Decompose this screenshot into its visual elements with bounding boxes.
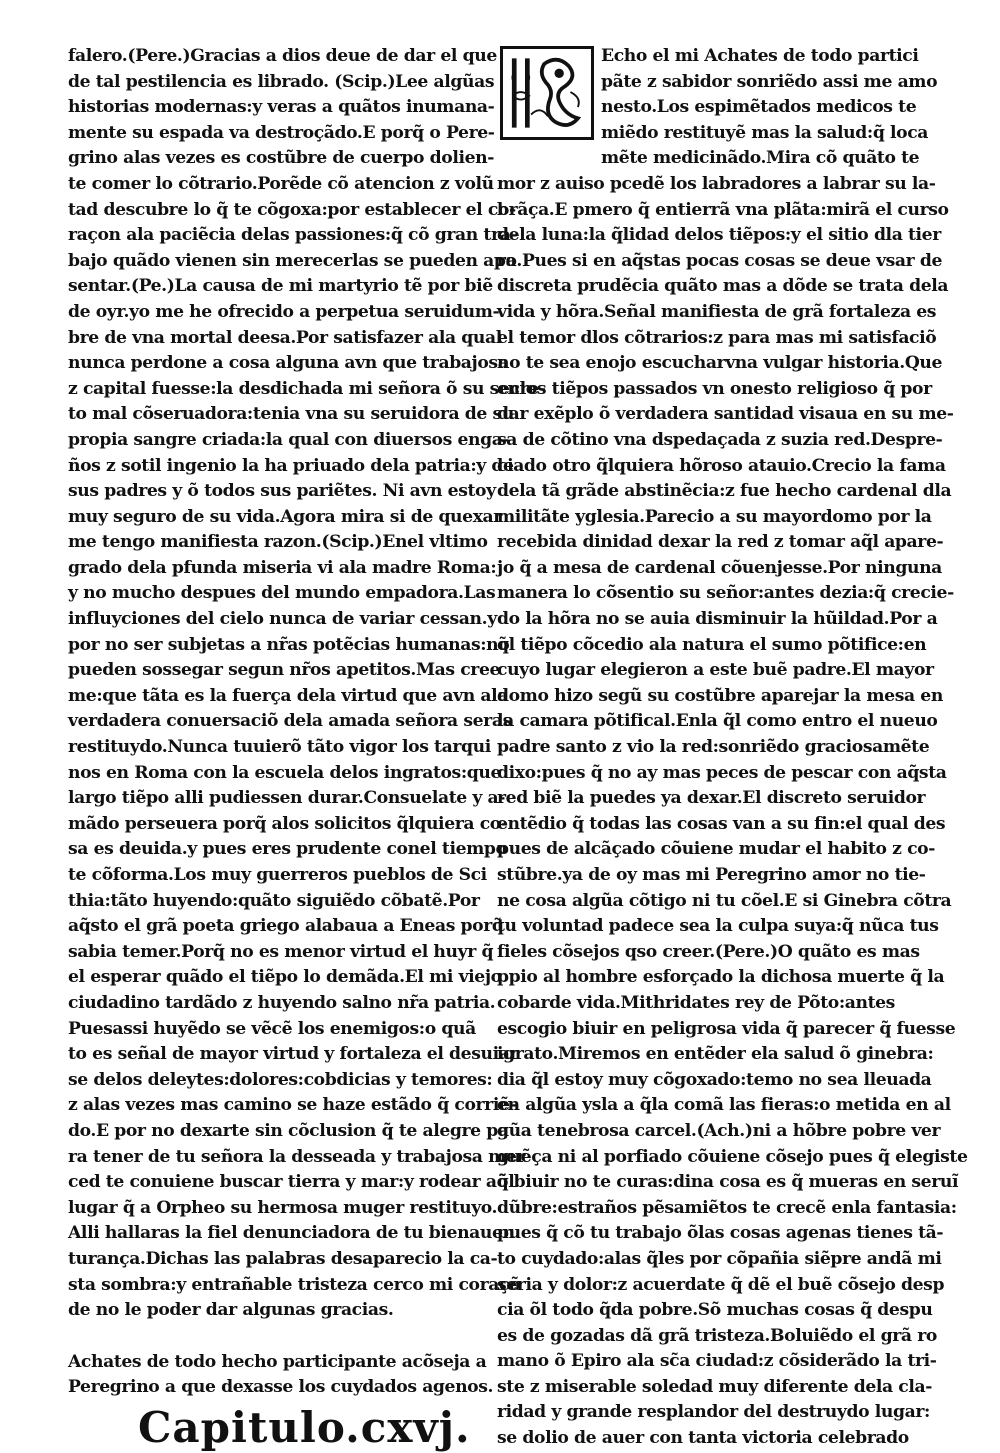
- text-line: sentar.(Pe.)La causa de mi martyrio tẽ por biẽ: [68, 276, 493, 297]
- text-line: sus padres y õ todos sus pariẽtes. Ni avn estoy: [68, 481, 496, 502]
- text-line: dia q̃l estoy muy cõgoxado:temo no sea lleuada: [497, 1069, 932, 1090]
- paragraph-gap: [68, 1324, 486, 1350]
- text-line: ste z miserable soledad muy diferente dela cla-: [497, 1376, 932, 1397]
- text-line: jo q̃ a mesa de cardenal cõuenjesse.Por ninguna: [497, 557, 942, 578]
- text-line: bajo quãdo vienen sin merecerlas se pueden apo: [68, 250, 517, 271]
- text-line-beside-initial: nesto.Los espimẽtados medicos te: [601, 97, 917, 118]
- text-line: bre de vna mortal deesa.Por satisfazer ala qual: [68, 327, 502, 348]
- text-line: stũbre.ya de oy mas mi Peregrino amor no tie-: [497, 865, 926, 885]
- text-line: nunca perdone a cosa alguna avn que trabajosa: [68, 353, 509, 374]
- chapter-summary-line: Achates de todo hecho participante acõseja a: [68, 1351, 487, 1372]
- text-line: no te sea enojo escucharvna vulgar historia.Que: [497, 353, 943, 374]
- text-line-beside-initial: pãte z sabidor sonriẽdo assi me amo: [601, 71, 938, 92]
- text-line: ra.Pues si en aq̃stas pocas cosas se deue vsar de: [497, 250, 943, 271]
- text-line: do la hõra no se auia disminuir la hũildad.Por a: [497, 609, 938, 630]
- text-line: el temor dlos cõtrarios:z para mas mi satisfaciõ: [497, 327, 937, 348]
- text-line: me tengo manifiesta razon.(Scip.)Enel vltimo: [68, 532, 488, 553]
- text-line: te comer lo cõtrario.Porẽde cõ atencion z volũ: [68, 173, 494, 194]
- text-line: dũbre:estraños pẽsamiẽtos te crecẽ enla fantasia:: [497, 1197, 957, 1218]
- text-line: muy seguro de su vida.Agora mira si de quexar: [68, 506, 502, 527]
- text-line: ridad y grande resplandor del destruydo lugar:: [497, 1402, 930, 1423]
- text-line: es de gozadas dã grã tristeza.Boluiẽdo el grã ro: [497, 1325, 937, 1346]
- text-line: z alas vezes mas camino se haze estãdo q̃ corriẽ-: [68, 1095, 517, 1116]
- text-line: to cuydado:alas q̃les por cõpañia siẽpre andã mi: [497, 1248, 942, 1269]
- text-line: de tal pestilencia es librado. (Scip.)Lee algũas: [68, 71, 495, 92]
- text-line: thia:tãto huyendo:quãto siguiẽdo cõbatẽ.Por: [68, 890, 480, 911]
- text-line: nos en Roma con la escuela delos ingratos:que: [68, 762, 502, 783]
- text-line: turança.Dichas las palabras desaparecio la ca-: [68, 1248, 498, 1269]
- text-line: padre santo z vio la red:sonriẽdo graciosamẽte: [497, 737, 930, 758]
- text-line: vida y hõra.Señal manifiesta de grã fortaleza es: [497, 301, 937, 322]
- text-line: en algũa ysla a q̃la comã las fieras:o metida en al: [497, 1095, 951, 1116]
- text-line: escogio biuir en peligrosa vida q̃ parecer q̃ fuesse: [497, 1018, 956, 1039]
- text-line: te cõforma.Los muy guerreros pueblos de Sci: [68, 865, 487, 885]
- text-line: ppio al hombre esforçado la dichosa muerte q̃ la: [497, 967, 945, 988]
- text-line: propia sangre criada:la qual con diuersos enga-: [68, 429, 510, 450]
- text-line: recebida dinidad dexar la red z tomar aq̃l apare-: [497, 532, 944, 553]
- text-line: se delos deleytes:dolores:cobdicias y temores:: [68, 1069, 493, 1090]
- text-line: de no le poder dar algunas gracias.: [68, 1300, 394, 1321]
- text-line: enlos tiẽpos passados vn onesto religioso q̃ por: [497, 378, 932, 399]
- text-line: cuyo lugar elegieron a este buẽ padre.El mayor: [497, 660, 934, 681]
- text-line: y no mucho despues del mundo empadora.Las: [68, 583, 496, 604]
- text-line: sta sombra:y entrañable tristeza cerco mi coraçõ: [68, 1274, 521, 1295]
- text-line-beside-initial: mẽte medicinãdo.Mira cõ quãto te: [601, 148, 920, 169]
- text-line-beside-initial: Echo el mi Achates de todo partici: [601, 46, 919, 66]
- text-line: raçon ala paciẽcia delas passiones:q̃ cõ gran tra-: [68, 225, 518, 246]
- text-line: ños z sotil ingenio la ha priuado dela patria:y de: [68, 455, 514, 476]
- text-line: sabia temer.Porq̃ no es menor virtud el huyr q̃: [68, 941, 494, 962]
- text-line: tu voluntad padece sea la culpa suya:q̃ nũca tus: [497, 916, 939, 937]
- text-line: la camara põtifical.Enla q̃l como entro el nueuo: [497, 711, 938, 732]
- text-line: domo hizo segũ su costũbre aparejar la mesa en: [497, 685, 943, 706]
- text-line: ced te conuiene buscar tierra y mar:y rodear aq̃l: [68, 1172, 515, 1193]
- text-line: pueden sossegar segun nr̃os apetitos.Mas cree: [68, 660, 501, 681]
- text-line: red biẽ la puedes ya dexar.El discreto seruidor: [497, 788, 926, 809]
- text-line: mano õ Epiro ala sc̃a ciudad:z cõsiderãdo la tri-: [497, 1351, 937, 1372]
- text-line: historias modernas:y veras a quãtos inumana-: [68, 97, 495, 118]
- text-line: seria y dolor:z acuerdate q̃ dẽ el buẽ cõsejo desp: [497, 1274, 945, 1295]
- text-line: dela luna:la q̃lidad delos tiẽpos:y el sitio dla tier: [497, 225, 941, 246]
- text-line: militãte yglesia.Parecio a su mayordomo por la: [497, 506, 932, 527]
- text-line: q̃l tiẽpo cõcedio ala natura el sumo põtifice:en: [497, 634, 927, 655]
- text-line: brãça.E pmero q̃ entierrã vna plãta:mirã el curso: [497, 199, 949, 220]
- chapter-summary-line: Peregrino a que dexasse los cuydados agenos.: [68, 1377, 494, 1398]
- text-line: pues q̃ cõ tu trabajo õlas cosas agenas tienes tã-: [497, 1223, 944, 1244]
- text-line: grino alas vezes es costũbre de cuerpo dolien-: [68, 148, 494, 169]
- text-line: el esperar quãdo el tiẽpo lo demãda.El mi viejo: [68, 967, 502, 988]
- text-line: õ biuir no te curas:dina cosa es q̃ mueras en seruĩ: [497, 1172, 959, 1193]
- chapter-heading: Capitulo.cxvj.: [138, 1402, 471, 1452]
- text-line: Puesassi huyẽdo se vẽcẽ los enemigos:o quã: [68, 1018, 476, 1039]
- text-line: ne cosa algũa cõtigo ni tu cõel.E si Ginebra cõtra: [497, 890, 952, 911]
- text-line-beside-initial: miẽdo restituyẽ mas la salud:q̃ loca: [601, 122, 929, 143]
- text-line: gũa tenebrosa carcel.(Ach.)ni a hõbre pobre ver: [497, 1120, 941, 1141]
- text-line: aq̃sto el grã poeta griego alabaua a Eneas porq̃: [68, 916, 504, 937]
- text-line: do.E por no dexarte sin cõclusion q̃ te alegre pa: [68, 1120, 509, 1141]
- text-line: mãdo perseuera porq̃ alos solicitos q̃lquiera co-: [68, 813, 508, 834]
- text-line: restituydo.Nunca tuuierõ tãto vigor los tarqui: [68, 737, 491, 758]
- text-line: Alli hallaras la fiel denunciadora de tu bienauen: [68, 1223, 515, 1244]
- text-line: guẽça ni al porfiado cõuiene cõsejo pues q̃ elegiste: [497, 1146, 968, 1167]
- text-line: to mal cõseruadora:tenia vna su seruidora de su: [68, 404, 514, 425]
- left-column: [68, 44, 546, 1453]
- text-line: ra tener de tu señora la desseada y trabajosa mer: [68, 1146, 526, 1167]
- text-line: verdadera conuersaciõ dela amada señora seras: [68, 711, 512, 732]
- text-line: mor z auiso pcedẽ los labradores a labrar su la-: [497, 173, 936, 194]
- text-line: cobarde vida.Mithridates rey de Põto:antes: [497, 992, 895, 1013]
- text-line: por no ser subjetas a nr̃as potẽcias humanas:no: [68, 634, 510, 655]
- text-line: pues de alcãçado cõuiene mudar el habito z co-: [497, 839, 935, 860]
- text-line: ciado otro q̃lquiera hõroso atauio.Crecio la fama: [497, 455, 946, 476]
- text-line: entẽdio q̃ todas las cosas van a su fin:el qual des: [497, 813, 946, 834]
- text-line: dar exẽplo õ verdadera santidad visaua en su me-: [497, 404, 954, 425]
- text-line: mente su espada va destroçãdo.E porq̃ o Pere-: [68, 122, 495, 143]
- text-line: ciudadino tardãdo z huyendo salno nr̃a patria.: [68, 992, 496, 1013]
- text-line: influyciones del cielo nunca de variar cessan.y: [68, 609, 497, 630]
- text-line: to es señal de mayor virtud y fortaleza el desuiar: [68, 1044, 519, 1065]
- text-line: dixo:pues q̃ no ay mas peces de pescar con aq̃sta: [497, 762, 947, 783]
- text-line: fieles cõsejos qso creer.(Pere.)O quãto es mas: [497, 941, 920, 962]
- text-line: z capital fuesse:la desdichada mi señora õ su secre-: [68, 378, 546, 399]
- text-line: de oyr.yo me he ofrecido a perpetua seruidum-: [68, 301, 500, 322]
- right-column: [497, 44, 968, 1452]
- text-line: grado dela pfunda miseria vi ala madre Roma:: [68, 557, 497, 578]
- text-line: se dolio de auer con tanta victoria celebrado: [497, 1428, 909, 1449]
- text-line: largo tiẽpo alli pudiessen durar.Consuelate y a-: [68, 788, 506, 809]
- text-line: cia õl todo q̃da pobre.Sõ muchas cosas q̃ despu: [497, 1300, 933, 1321]
- text-line: dela tã grãde abstinẽcia:z fue hecho cardenal dla: [497, 481, 952, 502]
- text-line: lugar q̃ a Orpheo su hermosa muger restituyo.: [68, 1197, 498, 1218]
- text-line: falero.(Pere.)Gracias a dios deue de dar el que: [68, 46, 497, 66]
- text-line: discreta prudẽcia quãto mas a dõde se trata dela: [497, 276, 949, 297]
- text-line: tad descubre lo q̃ te cõgoxa:por establecer el co-: [68, 199, 516, 220]
- text-line: me:que tãta es la fuerça dela virtud que avn ala: [68, 685, 508, 706]
- text-line: igrato.Miremos en entẽder ela salud õ ginebra:: [497, 1044, 934, 1065]
- text-line: sa de cõtino vna dspedaçada z suzia red.Despre-: [497, 429, 943, 450]
- text-line: sa es deuida.y pues eres prudente conel tiempo: [68, 839, 507, 860]
- text-line: manera lo cõsentio su señor:antes dezia:q̃ crecie-: [497, 583, 954, 604]
